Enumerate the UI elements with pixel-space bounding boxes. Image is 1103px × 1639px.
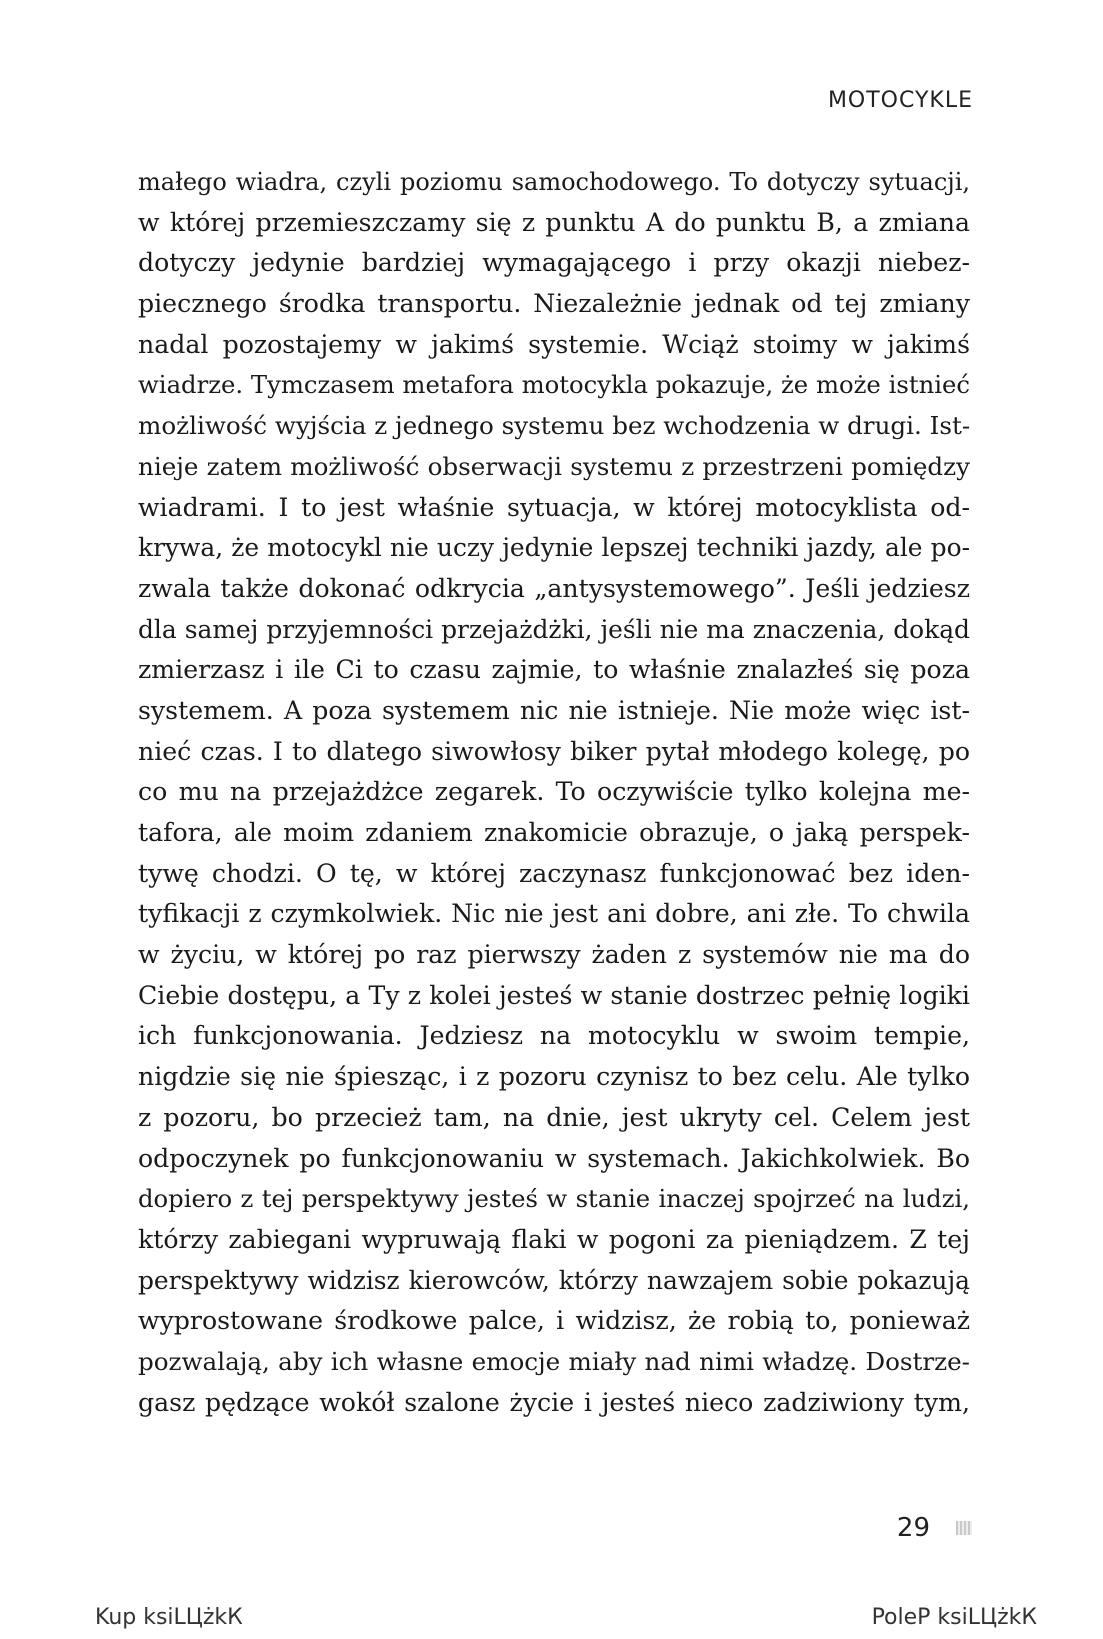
text-line: tywę chodzi. O tę, w której zaczynasz funkcjonować bez iden-: [138, 858, 970, 888]
text-line: Ciebie dostępu, a Ty z kolei jesteś w stanie dostrzec pełnię logiki: [138, 980, 970, 1010]
text-line: wyprostowane środkowe palce, i widzisz, że robią to, ponieważ: [138, 1306, 970, 1336]
text-line: systemem. A poza systemem nic nie istnieje. Nie może więc ist-: [138, 695, 970, 725]
text-line: z pozoru, bo przecież tam, na dnie, jest ukryty cel. Celem jest: [138, 1102, 970, 1132]
running-header: MOTOCYKLE: [827, 88, 973, 113]
text-line: zmierzasz i ile Ci to czasu zajmie, to właśnie znalazłeś się poza: [138, 655, 970, 685]
text-line: perspektywy widzisz kierowców, którzy nawzajem sobie pokazują: [138, 1265, 970, 1295]
text-line: dopiero z tej perspektywy jesteś w stanie inaczej spojrzeć na ludzi,: [138, 1184, 970, 1214]
text-line: krywa, że motocykl nie uczy jedynie lepszej techniki jazdy, ale po-: [138, 533, 970, 563]
body-text: [138, 162, 970, 1423]
text-line: nieć czas. I to dlatego siwowłosy biker pytał młodego kolegę, po: [138, 736, 970, 766]
text-line: nieje zatem możliwość obserwacji systemu z przestrzeni pomiędzy: [138, 451, 970, 481]
buy-book-link[interactable]: Kup ksiLЦżkК: [95, 1605, 243, 1630]
text-line: w życiu, w której po raz pierwszy żaden z systemów nie ma do: [138, 940, 970, 970]
text-line: dotyczy jedynie bardziej wymagającego i przy okazji niebez-: [138, 248, 970, 278]
recommend-book-link[interactable]: PoleР ksiLЦżkК: [871, 1605, 1037, 1630]
text-line: ich funkcjonowania. Jedziesz na motocyklu w swoim tempie,: [138, 1021, 970, 1051]
text-line: nigdzie się nie śpiesząc, i z pozoru czynisz to bez celu. Ale tylko: [138, 1062, 970, 1092]
text-line: gasz pędzące wokół szalone życie i jesteś nieco zadziwiony tym,: [138, 1387, 970, 1417]
text-line: wiadrze. Tymczasem metafora motocykla pokazuje, że może istnieć: [138, 370, 970, 400]
text-line: w której przemieszczamy się z punktu A do punktu B, a zmiana: [138, 207, 970, 237]
text-line: którzy zabiegani wypruwają flaki w pogoni za pieniądzem. Z tej: [138, 1224, 970, 1254]
text-line: nadal pozostajemy w jakimś systemie. Wciąż stoimy w jakimś: [138, 329, 970, 359]
text-line: pozwalają, aby ich własne emocje miały nad nimi władzę. Dostrze-: [138, 1346, 970, 1376]
text-line: odpoczynek po funkcjonowaniu w systemach. Jakichkolwiek. Bo: [138, 1143, 970, 1173]
text-line: tyfikacji z czymkolwiek. Nic nie jest ani dobre, ani złe. To chwila: [138, 899, 970, 929]
text-line: dla samej przyjemności przejażdżki, jeśli nie ma znaczenia, dokąd: [138, 614, 970, 644]
text-line: możliwość wyjścia z jednego systemu bez wchodzenia w drugi. Ist-: [138, 411, 971, 441]
page-number: 29: [896, 1513, 930, 1543]
page-mark-icon: [956, 1521, 972, 1535]
text-line: zwala także dokonać odkrycia „antysystemowego”. Jeśli jedziesz: [138, 573, 970, 603]
text-line: piecznego środka transportu. Niezależnie jednak od tej zmiany: [138, 289, 970, 319]
text-line: wiadrami. I to jest właśnie sytuacja, w której motocyklista od-: [138, 492, 970, 522]
text-line: małego wiadra, czyli poziomu samochodowego. To dotyczy sytuacji,: [138, 168, 970, 196]
text-line: co mu na przejażdżce zegarek. To oczywiście tylko kolejna me-: [138, 777, 970, 807]
text-line: tafora, ale moim zdaniem znakomicie obrazuje, o jaką perspek-: [138, 818, 970, 847]
